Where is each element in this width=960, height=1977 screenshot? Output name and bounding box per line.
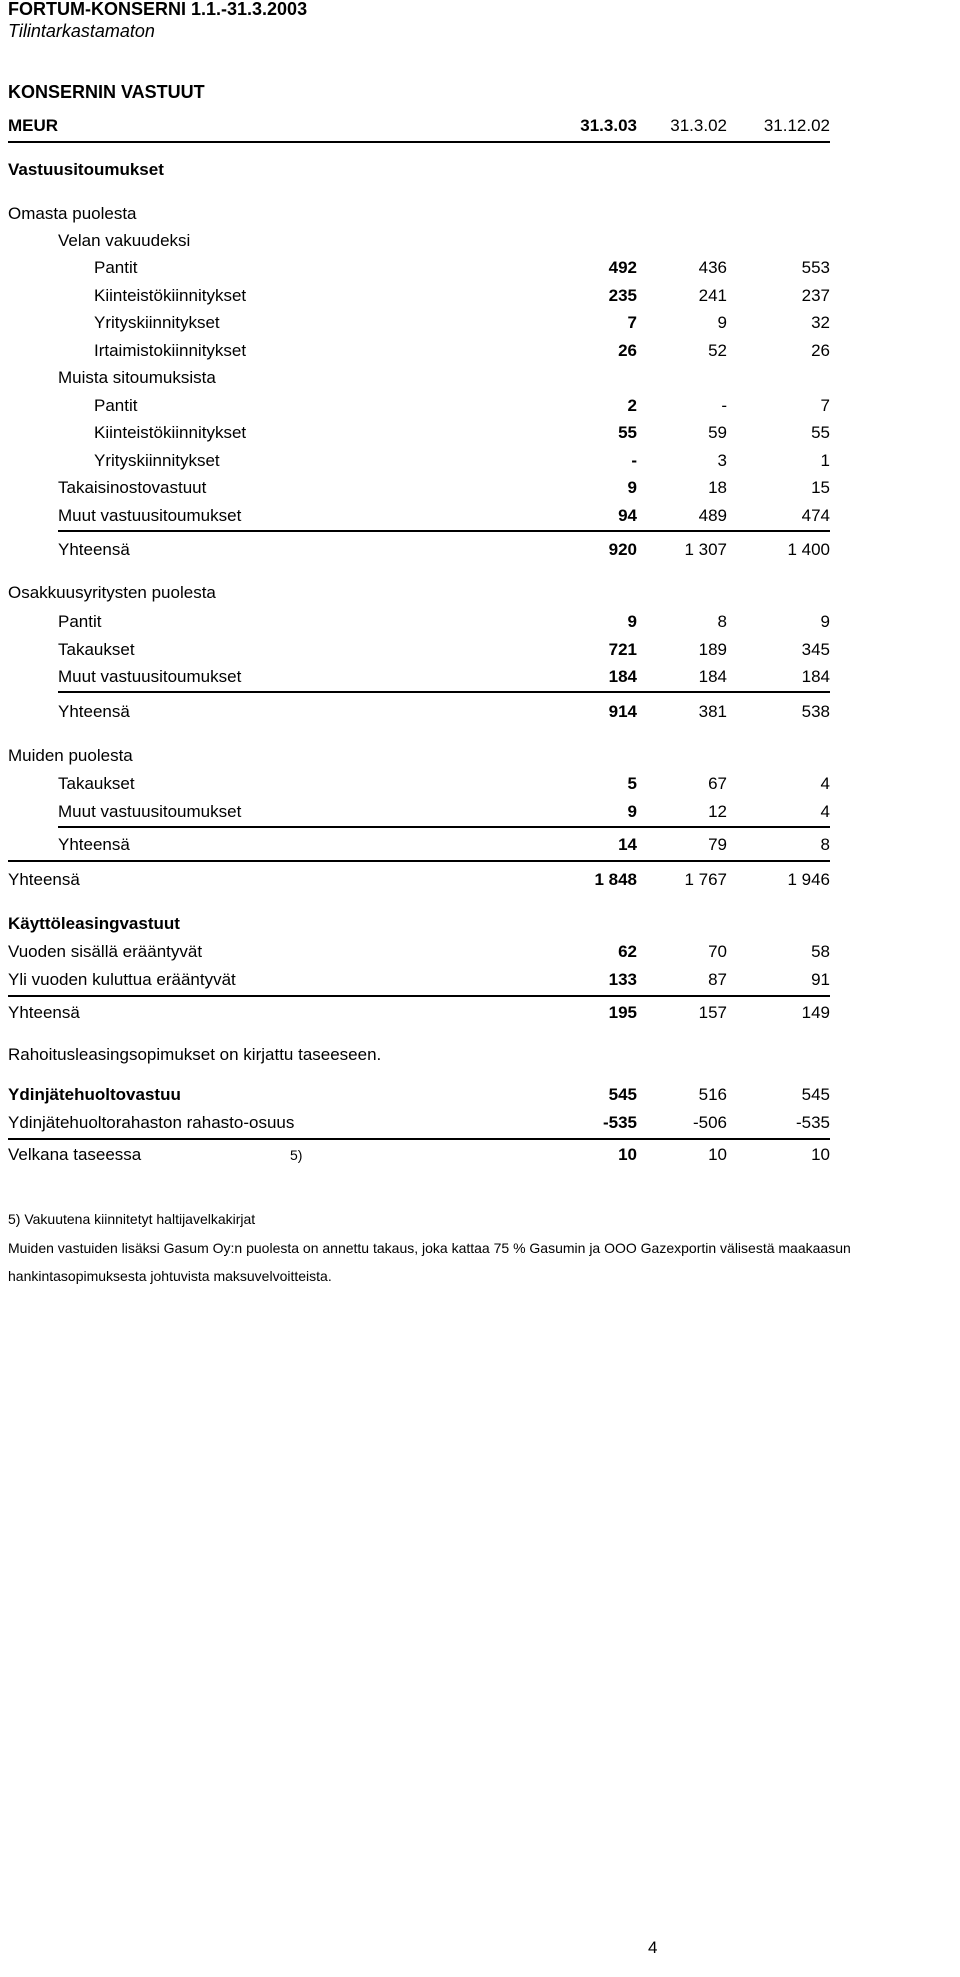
value-31-12-02: 91 bbox=[811, 970, 830, 989]
osakkuus-title: Osakkuusyritysten puolesta bbox=[8, 583, 216, 602]
value-31-12-02: 8 bbox=[820, 835, 830, 854]
value-31-12-02: 15 bbox=[811, 478, 830, 497]
value-31-3-02: 189 bbox=[698, 640, 727, 659]
subtotal-rule bbox=[58, 826, 830, 828]
value-31-3-03: 62 bbox=[618, 942, 637, 961]
value-31-3-03: 5 bbox=[627, 774, 637, 793]
value-31-12-02: 58 bbox=[811, 942, 830, 961]
unit-label: MEUR bbox=[8, 116, 59, 135]
row-label: Muut vastuusitoumukset bbox=[58, 506, 242, 525]
value-31-3-02: 3 bbox=[717, 451, 727, 470]
value-31-3-02: - bbox=[721, 396, 727, 415]
value-31-12-02: 1 400 bbox=[787, 540, 830, 559]
value-31-12-02: 4 bbox=[820, 774, 830, 793]
value-31-12-02: 7 bbox=[820, 396, 830, 415]
value-31-12-02: 4 bbox=[820, 802, 830, 821]
value-31-12-02: 1 946 bbox=[787, 870, 830, 889]
value-31-3-02: 87 bbox=[708, 970, 727, 989]
value-31-3-03: 492 bbox=[608, 258, 637, 277]
page-number: 4 bbox=[648, 1938, 658, 1957]
row-label: Yrityskiinnitykset bbox=[94, 451, 220, 470]
value-31-3-03: 9 bbox=[627, 478, 637, 497]
value-31-3-03: 1 848 bbox=[594, 870, 637, 889]
leasing-note: Rahoitusleasingsopimukset on kirjattu taseeseen. bbox=[8, 1045, 382, 1064]
value-31-3-03: 55 bbox=[618, 423, 637, 442]
value-31-12-02: 149 bbox=[801, 1003, 830, 1022]
row-label: Takaukset bbox=[58, 640, 135, 659]
value-31-3-03: 10 bbox=[618, 1145, 637, 1164]
value-31-3-03: 14 bbox=[618, 835, 637, 854]
value-31-3-02: 70 bbox=[708, 942, 727, 961]
value-31-12-02: 10 bbox=[811, 1145, 830, 1164]
vastuusitoumukset-title: Vastuusitoumukset bbox=[8, 160, 164, 179]
row-label: Yhteensä bbox=[58, 540, 130, 559]
value-31-3-03: 184 bbox=[608, 667, 637, 686]
column-header-31-12-02: 31.12.02 bbox=[763, 116, 830, 135]
row-label: Ydinjätehuoltovastuu bbox=[8, 1085, 181, 1104]
leasing-rule bbox=[8, 995, 830, 997]
value-31-12-02: 545 bbox=[801, 1085, 830, 1104]
value-31-12-02: 1 bbox=[820, 451, 830, 470]
column-header-31-3-03: 31.3.03 bbox=[580, 116, 637, 135]
value-31-3-03: 26 bbox=[618, 341, 637, 360]
row-label: Takaisinostovastuut bbox=[58, 478, 207, 497]
omasta-title: Omasta puolesta bbox=[8, 204, 137, 223]
header-rule bbox=[8, 141, 830, 143]
row-label: Muut vastuusitoumukset bbox=[58, 802, 242, 821]
value-31-12-02: 184 bbox=[801, 667, 830, 686]
value-31-3-03: 2 bbox=[627, 396, 637, 415]
value-31-3-02: 12 bbox=[708, 802, 727, 821]
row-label: Yhteensä bbox=[8, 870, 80, 889]
value-31-12-02: 538 bbox=[801, 702, 830, 721]
footnote-gasum: Muiden vastuiden lisäksi Gasum Oy:n puolesta on annettu takaus, joka kattaa 75 % Gasumin ja OOO Gazexportin välisestä maakaasun bbox=[8, 1240, 851, 1256]
value-31-3-02: 9 bbox=[717, 313, 727, 332]
grand-total-rule bbox=[8, 860, 830, 862]
row-label: Vuoden sisällä erääntyvät bbox=[8, 942, 203, 961]
value-31-12-02: 26 bbox=[811, 341, 830, 360]
muista-title: Muista sitoumuksista bbox=[58, 368, 216, 387]
value-31-3-03: 920 bbox=[608, 540, 637, 559]
value-31-3-02: 1 767 bbox=[684, 870, 727, 889]
row-label: Yhteensä bbox=[58, 702, 130, 721]
value-31-12-02: 345 bbox=[801, 640, 830, 659]
value-31-12-02: 32 bbox=[811, 313, 830, 332]
value-31-3-03: 545 bbox=[608, 1085, 637, 1104]
audit-status: Tilintarkastamaton bbox=[8, 21, 155, 41]
velan-title: Velan vakuudeksi bbox=[58, 231, 191, 250]
value-31-3-02: 52 bbox=[708, 341, 727, 360]
value-31-12-02: -535 bbox=[795, 1113, 830, 1132]
value-31-3-02: 67 bbox=[708, 774, 727, 793]
value-31-3-03: -535 bbox=[602, 1113, 637, 1132]
row-label: Irtaimistokiinnitykset bbox=[94, 341, 247, 360]
value-31-3-03: 721 bbox=[608, 640, 637, 659]
value-31-3-02: 241 bbox=[698, 286, 727, 305]
value-31-3-02: 489 bbox=[698, 506, 727, 525]
ydin-rule bbox=[8, 1138, 830, 1140]
row-label: Velkana taseessa bbox=[8, 1145, 142, 1164]
value-31-3-02: 184 bbox=[698, 667, 727, 686]
value-31-3-03: 195 bbox=[608, 1003, 637, 1022]
row-label: Kiinteistökiinnitykset bbox=[94, 286, 247, 305]
row-label: Ydinjätehuoltorahaston rahasto-osuus bbox=[8, 1113, 295, 1132]
footnote-ref: 5) bbox=[290, 1147, 303, 1163]
value-31-3-03: 9 bbox=[627, 802, 637, 821]
value-31-12-02: 553 bbox=[801, 258, 830, 277]
subtotal-rule bbox=[58, 530, 830, 532]
value-31-3-02: -506 bbox=[692, 1113, 727, 1132]
value-31-3-02: 436 bbox=[698, 258, 727, 277]
muiden-title: Muiden puolesta bbox=[8, 746, 133, 765]
footnote-5: 5) Vakuutena kiinnitetyt haltijavelkakirjat bbox=[8, 1211, 256, 1227]
value-31-3-03: 235 bbox=[608, 286, 637, 305]
value-31-12-02: 474 bbox=[801, 506, 830, 525]
value-31-3-02: 157 bbox=[698, 1003, 727, 1022]
row-label: Yhteensä bbox=[58, 835, 130, 854]
row-label: Pantit bbox=[94, 258, 138, 277]
section-title: KONSERNIN VASTUUT bbox=[8, 82, 205, 102]
leasing-title: Käyttöleasingvastuut bbox=[8, 914, 180, 933]
value-31-3-03: 94 bbox=[618, 506, 637, 525]
company-title: FORTUM-KONSERNI 1.1.-31.3.2003 bbox=[8, 0, 308, 19]
value-31-12-02: 9 bbox=[820, 612, 830, 631]
subtotal-rule bbox=[58, 691, 830, 693]
value-31-12-02: 55 bbox=[811, 423, 830, 442]
value-31-3-03: 7 bbox=[627, 313, 637, 332]
value-31-3-03: 133 bbox=[608, 970, 637, 989]
value-31-3-02: 516 bbox=[698, 1085, 727, 1104]
value-31-3-02: 10 bbox=[708, 1145, 727, 1164]
footnote-gasum-cont: hankintasopimuksesta johtuvista maksuvelvoitteista. bbox=[8, 1268, 332, 1284]
value-31-3-02: 18 bbox=[708, 478, 727, 497]
value-31-12-02: 237 bbox=[801, 286, 830, 305]
value-31-3-03: 9 bbox=[627, 612, 637, 631]
value-31-3-02: 79 bbox=[708, 835, 727, 854]
row-label: Yrityskiinnitykset bbox=[94, 313, 220, 332]
value-31-3-03: - bbox=[631, 451, 637, 470]
row-label: Pantit bbox=[58, 612, 102, 631]
row-label: Pantit bbox=[94, 396, 138, 415]
value-31-3-02: 59 bbox=[708, 423, 727, 442]
row-label: Yhteensä bbox=[8, 1003, 80, 1022]
column-header-31-3-02: 31.3.02 bbox=[670, 116, 727, 135]
row-label: Kiinteistökiinnitykset bbox=[94, 423, 247, 442]
row-label: Takaukset bbox=[58, 774, 135, 793]
value-31-3-02: 1 307 bbox=[684, 540, 727, 559]
row-label: Yli vuoden kuluttua erääntyvät bbox=[8, 970, 236, 989]
value-31-3-03: 914 bbox=[608, 702, 637, 721]
value-31-3-02: 381 bbox=[698, 702, 727, 721]
value-31-3-02: 8 bbox=[717, 612, 727, 631]
row-label: Muut vastuusitoumukset bbox=[58, 667, 242, 686]
